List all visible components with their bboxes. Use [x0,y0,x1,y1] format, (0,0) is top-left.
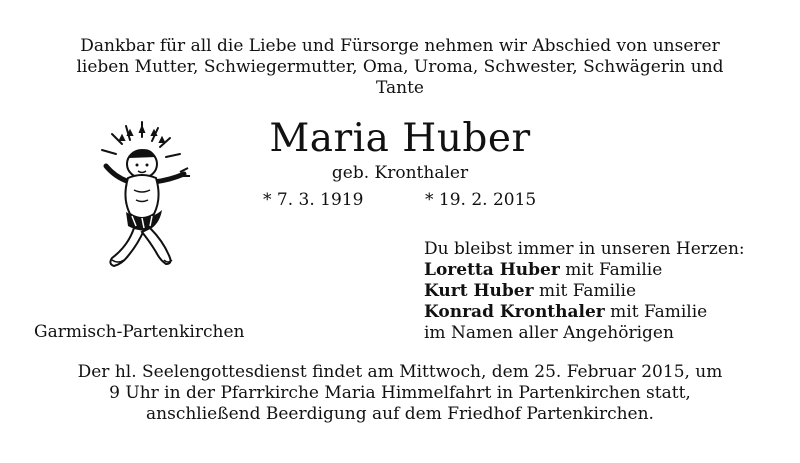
birth-date: * 7. 3. 1919 [263,190,364,210]
service-line: Der hl. Seelengottesdienst findet am Mittwoch, dem 25. Februar 2015, um [77,362,723,382]
mourner-name: Konrad Kronthaler [424,302,605,322]
mourner-entry [424,302,745,323]
mourners-block [424,239,745,344]
service-line: 9 Uhr in der Pfarrkirche Maria Himmelfahrt in Partenkirchen statt, [109,383,691,403]
birth-name: geb. Kronthaler [331,163,469,183]
intro-line: Dankbar für all die Liebe und Fürsorge nehmen wir Abschied von unserer [80,36,720,56]
location: Garmisch-Partenkirchen [34,322,245,342]
mourner-suffix: mit Familie [559,260,663,280]
mourners-motto: Du bleibst immer in unseren Herzen: [424,239,745,259]
intro-text [20,36,780,99]
death-date: * 19. 2. 2015 [425,190,537,210]
mourner-name: Loretta Huber [424,260,560,280]
intro-line: lieben Mutter, Schwiegermutter, Oma, Uroma, Schwester, Schwägerin und [76,57,724,77]
cherub-angel-icon [92,120,202,280]
service-text [20,362,780,425]
service-line: anschließend Beerdigung auf dem Friedhof Partenkirchen. [146,404,654,424]
mourners-closing: im Namen aller Angehörigen [424,323,674,343]
mourner-suffix: mit Familie [533,281,637,301]
deceased-name: Maria Huber [269,116,531,161]
mourner-entry [424,281,745,302]
mourner-name: Kurt Huber [424,281,534,301]
mourner-entry [424,260,745,281]
intro-line: Tante [376,78,424,98]
mourner-suffix: mit Familie [604,302,708,322]
